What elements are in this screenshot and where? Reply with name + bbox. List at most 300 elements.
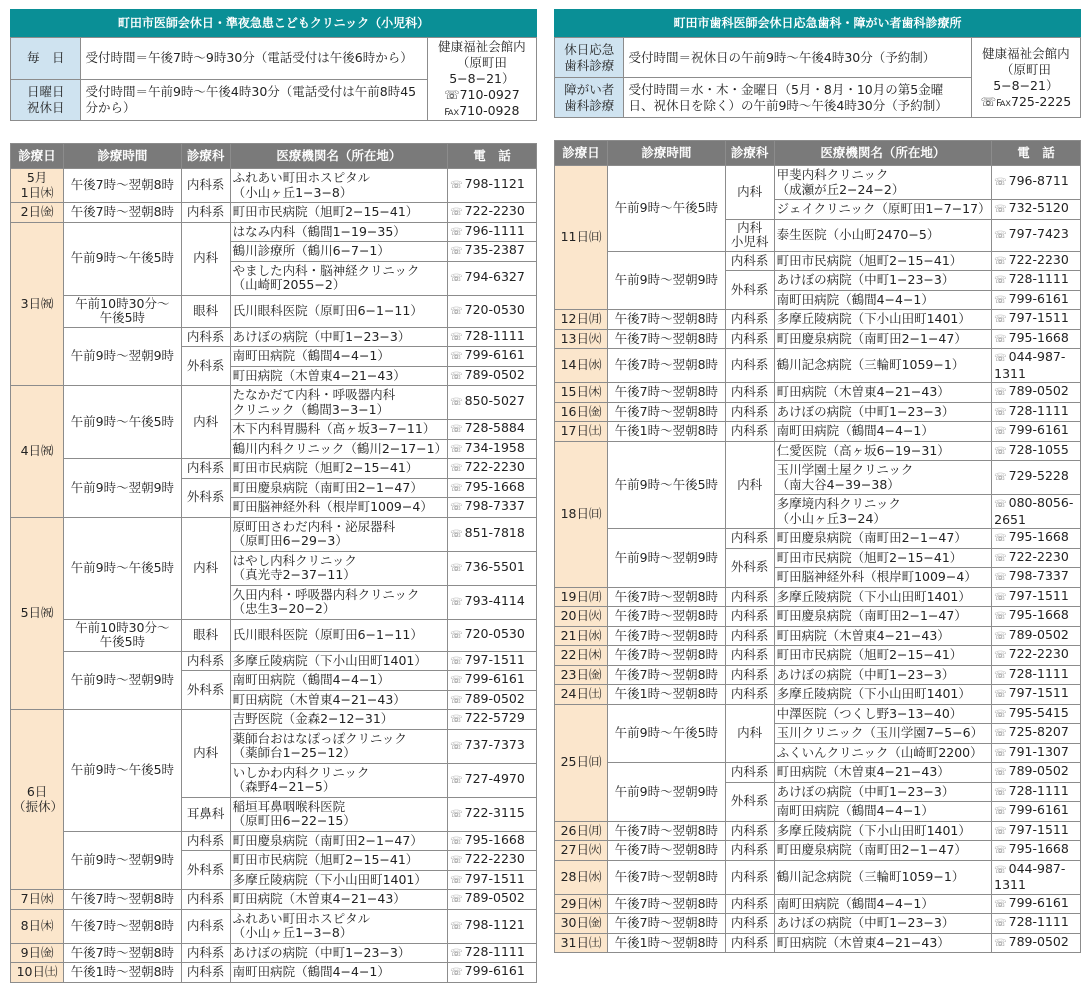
fax-icon: ℻ (444, 103, 460, 118)
institution-cell: 多摩丘陵病院（下小山田町1401） (774, 587, 992, 607)
phone-number: 797-1511 (464, 651, 525, 667)
hours-cell: 午前9時～午後5時 (608, 704, 725, 763)
institution-cell: 南町田病院（鶴間4−4−1） (774, 802, 992, 822)
phone-icon: ☏ (994, 767, 1007, 778)
institution-cell: 原町田さわだ内科・泌尿器科 （原町田6−29−3） (230, 517, 448, 551)
phone-icon: ☏ (450, 226, 463, 238)
phone-icon: ☏ (994, 204, 1007, 215)
phone-number: 795-1668 (1008, 529, 1069, 544)
col-header: 診療日 (555, 141, 608, 166)
phone-icon: ☏ (450, 947, 463, 959)
phone-icon: ☏ (443, 87, 460, 102)
phone-icon: ☏ (450, 629, 463, 641)
info-time: 受付時間＝午前9時～午後4時30分（電話受付は午前8時45分から） (81, 79, 427, 121)
table-row (11, 619, 537, 651)
hours-cell: 午後7時～翌朝8時 (64, 943, 181, 963)
department-cell: 内科系 (181, 459, 230, 479)
hours-cell: 午後7時～翌朝8時 (608, 646, 725, 666)
department-cell: 内科系 (725, 646, 774, 666)
phone-number: 797-1511 (1008, 821, 1069, 837)
department-cell: 内科系 (181, 909, 230, 943)
phone-icon: ☏ (450, 675, 463, 686)
phone-number: 728-1111 (1008, 665, 1069, 681)
phone-number: 850-5027 (464, 393, 525, 409)
institution-cell: あけぼの病院（中町1−23−3） (774, 782, 992, 802)
hours-cell: 午前10時30分～ 午後5時 (64, 619, 181, 651)
department-cell: 内科系 (725, 329, 774, 349)
date-cell: 26日㈪ (555, 821, 608, 841)
date-cell: 5月 1日㈭ (11, 169, 64, 203)
department-cell: 内科系 (725, 841, 774, 861)
phone-cell (992, 383, 1081, 403)
col-header: 電 話 (448, 144, 537, 169)
phone-number: 734-1958 (464, 439, 525, 455)
table-row (555, 626, 1081, 646)
phone-cell (448, 870, 537, 890)
table-row (555, 310, 1081, 330)
institution-cell: 多摩丘陵病院（下小山田町1401） (774, 310, 992, 330)
phone-icon: ☏ (994, 229, 1007, 241)
phone-cell (992, 310, 1081, 330)
institution-cell: 玉川学園土屋クリニック （南大谷4−39−38） (774, 461, 992, 495)
hours-cell: 午後7時～翌朝8時 (64, 909, 181, 943)
hours-cell: 午後7時～翌朝8時 (608, 914, 725, 934)
institution-cell: あけぼの病院（中町1−23−3） (774, 914, 992, 934)
phone-cell (448, 261, 537, 295)
phone-number: 799-6161 (1008, 894, 1069, 910)
table-row (555, 704, 1081, 724)
institution-cell: ふれあい町田ホスピタル （小山ヶ丘1−3−8） (230, 169, 448, 203)
phone-number: 798-7337 (464, 498, 525, 513)
institution-cell: 多摩丘陵病院（下小山田町1401） (230, 651, 448, 671)
phone-icon: ☏ (994, 728, 1007, 739)
phone-cell (448, 347, 537, 367)
col-header: 診療科 (725, 141, 774, 166)
phone-number: 798-1121 (464, 176, 525, 192)
phone-cell (992, 548, 1081, 568)
location-telfax: 725-2225 (1011, 93, 1072, 109)
phone-number: 044-987-1311 (994, 349, 1066, 381)
department-cell: 眼科 (181, 619, 230, 651)
phone-number: 080-8056-2651 (994, 495, 1074, 527)
institution-cell: 鶴川記念病院（三輪町1059−1） (774, 860, 992, 894)
phone-cell (448, 551, 537, 585)
institution-cell: 町田脳神経外科（根岸町1009−4） (774, 568, 992, 588)
phone-number: 789-0502 (464, 690, 525, 706)
institution-cell: 吉野医院（金森2−12−31） (230, 710, 448, 730)
table-row (555, 422, 1081, 442)
phone-number: 728-1111 (1008, 402, 1069, 418)
institution-cell: 甲斐内科クリニック （成瀬が丘2−24−2） (774, 166, 992, 200)
phone-number: 789-0502 (464, 890, 525, 905)
date-cell: 11日㈰ (555, 166, 608, 310)
table-row (555, 894, 1081, 914)
hours-cell: 午後7時～翌朝8時 (608, 383, 725, 403)
date-cell: 24日㈯ (555, 685, 608, 705)
department-cell: 内科系 (725, 529, 774, 549)
phone-cell (992, 782, 1081, 802)
phone-cell (992, 607, 1081, 627)
institution-cell: 薬師台おはなぽっぽクリニック （薬師台1−25−12） (230, 729, 448, 763)
department-cell: 耳鼻科 (181, 797, 230, 831)
phone-icon: ☏ (450, 562, 463, 574)
department-cell: 内科系 (181, 327, 230, 347)
phone-icon: ☏ (450, 370, 463, 382)
phone-cell (448, 295, 537, 327)
department-cell: 内科 (181, 222, 230, 295)
institution-cell: 南町田病院（鶴間4−4−1） (230, 671, 448, 691)
institution-cell: 鶴川内科クリニック（鶴川2−17−1） (230, 439, 448, 459)
location-name: 健康福祉会館内 (982, 45, 1070, 61)
phone-cell (448, 203, 537, 223)
hours-cell: 午後7時～翌朝8時 (608, 607, 725, 627)
phone-icon: ☏ (450, 272, 463, 284)
phone-cell (448, 943, 537, 963)
department-cell: 内科系 (181, 831, 230, 851)
phone-cell (448, 169, 537, 203)
institution-cell: 木下内科胃腸科（高ヶ坂3−7−11） (230, 420, 448, 440)
phone-icon: ☏ (994, 314, 1007, 325)
phone-icon: ☏ (450, 920, 463, 932)
table-row (555, 383, 1081, 403)
institution-cell: 町田脳神経外科（根岸町1009−4） (230, 498, 448, 518)
phone-icon: ☏ (994, 426, 1007, 437)
institution-cell: 町田病院（木曽東4−21−43） (230, 690, 448, 710)
phone-icon: ☏ (994, 591, 1007, 603)
phone-number: 722-5729 (464, 710, 525, 725)
institution-cell: ふれあい町田ホスピタル （小山ヶ丘1−3−8） (230, 909, 448, 943)
phone-number: 799-6161 (1008, 422, 1069, 437)
date-cell: 10日㈯ (11, 963, 64, 983)
phone-number: 797-1511 (1008, 587, 1069, 603)
left-info-table (10, 37, 537, 121)
phone-cell (448, 909, 537, 943)
phone-icon: ☏ (450, 180, 463, 192)
phone-number: 798-7337 (1008, 568, 1069, 583)
date-cell: 16日㈮ (555, 402, 608, 422)
date-cell: 27日㈫ (555, 841, 608, 861)
department-cell: 内科 (725, 441, 774, 529)
institution-cell: 町田市民病院（旭町2−15−41） (230, 459, 448, 479)
table-row (11, 295, 537, 327)
date-cell: 6日 （振休） (11, 710, 64, 890)
phone-cell (448, 963, 537, 983)
info-time: 受付時間＝水・木・金曜日（5月・8月・10月の第5金曜日、祝休日を除く）の午前9時～午後4時30分（予約制） (624, 78, 971, 118)
institution-cell: 南町田病院（鶴間4−4−1） (774, 422, 992, 442)
phone-cell (992, 743, 1081, 763)
info-label: 日曜日 祝休日 (11, 79, 81, 121)
hours-cell: 午前9時～午後5時 (64, 710, 181, 832)
right-title: 町田市歯科医師会休日応急歯科・障がい者歯科診療所 (554, 9, 1081, 37)
department-cell: 内科 (725, 704, 774, 763)
phone-number: 799-6161 (464, 347, 525, 362)
phone-cell (448, 671, 537, 691)
phone-icon: ☏ (994, 572, 1007, 583)
phone-icon: ☏ (994, 611, 1007, 622)
phone-icon: ☏ (994, 552, 1007, 564)
hours-cell: 午後7時～翌朝8時 (608, 402, 725, 422)
phone-cell (448, 242, 537, 262)
table-row (555, 349, 1081, 383)
department-cell: 外科系 (725, 271, 774, 310)
institution-cell: 町田市民病院（旭町2−15−41） (230, 851, 448, 871)
phone-icon: ☏ (450, 774, 463, 786)
phone-icon: ☏ (994, 669, 1007, 681)
institution-cell: はなみ内科（鶴間1−19−35） (230, 222, 448, 242)
phone-number: 727-4970 (464, 770, 525, 786)
department-cell: 外科系 (181, 347, 230, 386)
institution-cell: 氏川眼科医院（原町田6−1−11） (230, 295, 448, 327)
phone-cell (992, 529, 1081, 549)
info-label: 障がい者 歯科診療 (555, 78, 624, 118)
phone-icon: ☏ (450, 596, 463, 608)
institution-cell: 町田市民病院（旭町2−15−41） (774, 548, 992, 568)
right-info-table (554, 37, 1081, 118)
phone-icon: ☏ (450, 655, 463, 667)
phone-number: 722-3115 (464, 804, 525, 820)
phone-cell (992, 646, 1081, 666)
phone-cell (448, 459, 537, 479)
department-cell: 内科 小児科 (725, 219, 774, 251)
phone-cell (992, 495, 1081, 529)
table-row (11, 831, 537, 851)
institution-cell: いしかわ内科クリニック （森野4−21−5） (230, 763, 448, 797)
date-cell: 31日㈯ (555, 933, 608, 953)
table-row (11, 890, 537, 910)
table-row (555, 821, 1081, 841)
phone-icon: ☏ (994, 918, 1007, 929)
phone-cell (992, 200, 1081, 220)
phone-icon: ☏ (994, 689, 1007, 700)
phone-icon: ☏ (450, 894, 463, 905)
department-cell: 内科系 (725, 914, 774, 934)
department-cell: 内科系 (725, 933, 774, 953)
location-cell (971, 38, 1080, 118)
phone-icon: ☏ (450, 528, 463, 540)
phone-cell (448, 386, 537, 420)
phone-cell (992, 763, 1081, 783)
hours-cell: 午前9時～午後5時 (608, 166, 725, 252)
date-cell: 4日㈷ (11, 386, 64, 518)
table-row (555, 441, 1081, 461)
department-cell: 内科系 (725, 763, 774, 783)
phone-cell (448, 478, 537, 498)
institution-cell: 町田慶泉病院（南町田2−1−47） (774, 329, 992, 349)
hours-cell: 午後7時～翌朝8時 (64, 169, 181, 203)
phone-cell (448, 517, 537, 551)
table-row (11, 203, 537, 223)
date-cell: 14日㈬ (555, 349, 608, 383)
phone-icon: ☏ (450, 463, 463, 474)
location-address: （原町田5−8−21） (449, 55, 515, 86)
institution-cell: 町田市民病院（旭町2−15−41） (230, 203, 448, 223)
department-cell: 内科系 (725, 383, 774, 403)
department-cell: 内科系 (181, 963, 230, 983)
department-cell: 内科 (181, 386, 230, 459)
phone-cell (992, 461, 1081, 495)
institution-cell: 多摩丘陵病院（下小山田町1401） (774, 821, 992, 841)
phone-cell (992, 329, 1081, 349)
phone-cell (992, 724, 1081, 744)
phone-number: 729-5228 (1008, 468, 1069, 484)
hours-cell: 午後7時～翌朝8時 (608, 841, 725, 861)
phone-icon: ☏ (450, 305, 463, 317)
department-cell: 内科系 (725, 402, 774, 422)
institution-cell: 泰生医院（小山町2470−5） (774, 219, 992, 251)
hours-cell: 午前9時～午後5時 (64, 517, 181, 619)
department-cell: 内科 (725, 166, 774, 220)
phone-cell (448, 851, 537, 871)
department-cell: 内科系 (725, 685, 774, 705)
phone-cell (992, 251, 1081, 271)
phone-cell (448, 327, 537, 347)
phone-icon: ☏ (450, 808, 463, 820)
phone-cell (992, 587, 1081, 607)
hours-cell: 午前9時～午後5時 (64, 386, 181, 459)
phone-cell (992, 860, 1081, 894)
hours-cell: 午前9時～午後5時 (64, 222, 181, 295)
right-panel (554, 0, 1081, 953)
phone-icon: ☏ (994, 353, 1007, 364)
department-cell: 内科系 (725, 626, 774, 646)
phone-icon: ☏ (994, 898, 1007, 910)
phone-cell (448, 366, 537, 386)
date-cell: 3日㈷ (11, 222, 64, 386)
table-row (555, 251, 1081, 271)
phone-number: 799-6161 (464, 671, 525, 686)
phone-icon: ☏ (450, 694, 463, 706)
department-cell: 内科系 (181, 169, 230, 203)
table-row (11, 517, 537, 551)
table-row (11, 909, 537, 943)
table-row (11, 651, 537, 671)
table-row (11, 222, 537, 242)
department-cell: 外科系 (181, 671, 230, 710)
phone-icon: ☏ (994, 630, 1007, 642)
institution-cell: 鶴川記念病院（三輪町1059−1） (774, 349, 992, 383)
table-row (11, 327, 537, 347)
department-cell: 内科 (181, 710, 230, 798)
institution-cell: ジェイクリニック（原町田1−7−17） (774, 200, 992, 220)
phone-number: 796-8711 (1008, 173, 1069, 189)
hours-cell: 午後7時～翌朝8時 (608, 860, 725, 894)
table-row (555, 860, 1081, 894)
department-cell: 内科系 (725, 860, 774, 894)
hours-cell: 午後7時～翌朝8時 (608, 626, 725, 646)
table-row (555, 933, 1081, 953)
date-cell: 17日㈯ (555, 422, 608, 442)
institution-cell: 稲垣耳鼻咽喉科医院 （原町田6−22−15） (230, 797, 448, 831)
institution-cell: はやし内科クリニック （真光寺2−37−11） (230, 551, 448, 585)
phone-cell (992, 349, 1081, 383)
department-cell: 内科系 (725, 894, 774, 914)
institution-cell: 鶴川診療所（鶴川6−7−1） (230, 242, 448, 262)
date-cell: 13日㈫ (555, 329, 608, 349)
institution-cell: 多摩丘陵病院（下小山田町1401） (230, 870, 448, 890)
hours-cell: 午後1時～翌朝8時 (608, 685, 725, 705)
phone-icon: ☏ (994, 406, 1007, 418)
date-cell: 28日㈬ (555, 860, 608, 894)
phone-cell (448, 222, 537, 242)
phone-icon: ☏ (450, 502, 463, 513)
hours-cell: 午後1時～翌朝8時 (608, 933, 725, 953)
info-time: 受付時間＝午後7時～9時30分（電話受付は午後6時から） (81, 38, 427, 80)
department-cell: 内科系 (725, 349, 774, 383)
department-cell: 外科系 (725, 782, 774, 821)
hours-cell: 午後7時～翌朝8時 (64, 890, 181, 910)
table-row (555, 587, 1081, 607)
info-time: 受付時間＝祝休日の午前9時～午後4時30分（予約制） (624, 38, 971, 78)
table-row (11, 943, 537, 963)
phone-number: 789-0502 (1008, 763, 1069, 778)
phone-icon: ☏ (994, 275, 1007, 286)
date-cell: 18日㈰ (555, 441, 608, 587)
hours-cell: 午前9時～翌朝9時 (64, 459, 181, 518)
date-cell: 9日㈮ (11, 943, 64, 963)
phone-icon: ☏ (994, 472, 1007, 484)
phone-number: 795-1668 (464, 478, 525, 494)
phone-cell (448, 439, 537, 459)
phone-number: 728-1111 (1008, 914, 1069, 929)
phone-number: 793-4114 (464, 592, 525, 608)
table-row (11, 386, 537, 420)
phone-cell (992, 290, 1081, 310)
phone-icon: ☏ (450, 443, 463, 455)
phone-number: 728-5884 (464, 420, 525, 435)
phone-number: 722-2230 (464, 459, 525, 474)
phone-icon: ☏ (994, 294, 1007, 306)
institution-cell: 町田市民病院（旭町2−15−41） (774, 646, 992, 666)
phone-number: 789-0502 (1008, 383, 1069, 398)
hours-cell: 午後7時～翌朝8時 (608, 349, 725, 383)
hours-cell: 午前9時～翌朝9時 (608, 529, 725, 588)
phone-number: 722-2230 (1008, 251, 1069, 267)
institution-cell: たなかだて内科・呼吸器内科 クリニック（鶴間3−3−1） (230, 386, 448, 420)
col-header: 診療日 (11, 144, 64, 169)
phone-number: 798-1121 (464, 916, 525, 932)
table-row (11, 963, 537, 983)
location-address: （原町田5−8−21） (993, 61, 1059, 93)
phone-cell (448, 797, 537, 831)
hours-cell: 午後7時～翌朝8時 (608, 310, 725, 330)
institution-cell: あけぼの病院（中町1−23−3） (774, 665, 992, 685)
phone-icon: ☏ (994, 387, 1007, 398)
phone-number: 722-2230 (1008, 646, 1069, 661)
right-schedule-table (554, 140, 1081, 953)
date-cell: 12日㈪ (555, 310, 608, 330)
hours-cell: 午前9時～翌朝9時 (64, 651, 181, 710)
institution-cell: 町田慶泉病院（南町田2−1−47） (230, 478, 448, 498)
location-cell (427, 38, 536, 121)
phone-number: 728-1111 (464, 327, 525, 343)
institution-cell: あけぼの病院（中町1−23−3） (230, 327, 448, 347)
institution-cell: 南町田病院（鶴間4−4−1） (230, 347, 448, 367)
hours-cell: 午前9時～翌朝9時 (64, 327, 181, 386)
phone-icon: ☏ (450, 246, 463, 257)
col-header: 診療時間 (608, 141, 725, 166)
phone-number: 797-7423 (1008, 225, 1069, 241)
table-row (555, 402, 1081, 422)
institution-cell: 南町田病院（鶴間4−4−1） (774, 290, 992, 310)
phone-cell (992, 166, 1081, 200)
phone-icon: ☏ (994, 937, 1007, 949)
left-title: 町田市医師会休日・準夜急患こどもクリニック（小児科） (10, 9, 537, 37)
institution-cell: あけぼの病院（中町1−23−3） (774, 402, 992, 422)
phone-number: 728-1111 (1008, 271, 1069, 286)
phone-number: 722-2230 (1008, 548, 1069, 564)
hours-cell: 午前9時～翌朝9時 (64, 831, 181, 890)
department-cell: 内科系 (181, 890, 230, 910)
